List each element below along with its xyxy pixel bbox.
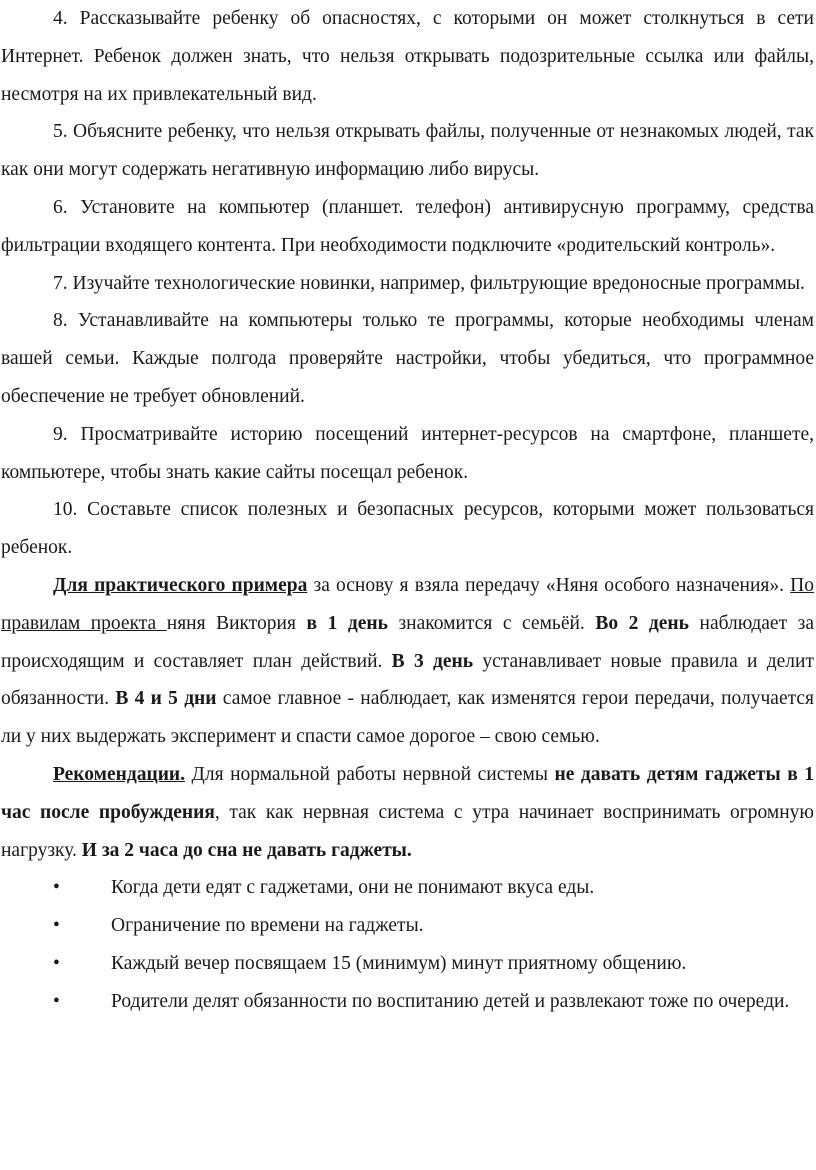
example-text-6: самое главное - наблюдает, как изменятся герои передачи, получается ли у них выдержать эксперимент и спасти самое дорогое – свою семью. bbox=[1, 688, 814, 748]
example-text-2: няня Виктория bbox=[166, 612, 307, 634]
day-2-label: Во 2 день bbox=[595, 612, 689, 634]
paragraph-item-9: 9. Просматривайте историю посещений интернет-ресурсов на смартфоне, планшете, компьютере, чтобы знать какие сайты посещал ребенок. bbox=[1, 423, 814, 483]
paragraph-item-4: 4. Рассказывайте ребенку об опасностях, с которыми он может столкнуться в сети Интернет. Ребенок должен знать, что нельзя открывать подозрительные ссылка или файлы, несмотря на их привлекательный вид. bbox=[1, 8, 814, 105]
example-text-4: наблюдает за происходящим и составляет план действий. bbox=[1, 612, 815, 672]
project-rules-text: По правилам проекта bbox=[1, 574, 814, 634]
list-item bbox=[1, 869, 814, 907]
example-text-3: знакомится с семьёй. bbox=[387, 612, 596, 634]
paragraph-item-6: 6. Установите на компьютер (планшет. телефон) антивирусную программу, средства фильтрации входящего контента. При необходимости подключите «родительский контроль». bbox=[1, 196, 814, 256]
example-text-1: за основу я взяла передачу «Няня особого назначения». bbox=[307, 574, 791, 596]
recommendations-paragraph bbox=[1, 756, 814, 869]
practical-example-heading: Для практического примера bbox=[53, 574, 308, 596]
list-item-text: Ограничение по времени на гаджеты. bbox=[111, 915, 424, 937]
recommendations-bold-1: не давать детям гаджеты в 1 час после пробуждения bbox=[1, 763, 815, 823]
recommendations-heading: Рекомендации. bbox=[53, 763, 186, 785]
list-item-text: Родители делят обязанности по воспитанию детей и развлекают тоже по очереди. bbox=[111, 990, 790, 1012]
list-item-text: Когда дети едят с гаджетами, они не понимают вкуса еды. bbox=[111, 877, 595, 899]
day-3-label: В 3 день bbox=[391, 650, 474, 672]
list-item bbox=[1, 945, 814, 983]
paragraph-item-7: 7. Изучайте технологические новинки, например, фильтрующие вредоносные программы. bbox=[53, 272, 805, 294]
recommendations-text-2: , так как нервная система с утра начинает воспринимать огромную нагрузку. bbox=[1, 801, 814, 861]
recommendations-text-1: Для нормальной работы нервной системы bbox=[185, 763, 555, 785]
day-4-5-label: В 4 и 5 дни bbox=[115, 688, 217, 710]
paragraph-item-10: 10. Составьте список полезных и безопасных ресурсов, которыми может пользоваться ребенок. bbox=[1, 499, 814, 559]
recommendations-bold-2: И за 2 часа до сна не давать гаджеты. bbox=[81, 839, 412, 861]
list-item-text: Каждый вечер посвящаем 15 (минимум) минут приятному общению. bbox=[111, 952, 687, 974]
example-text-5: устанавливает новые правила и делит обязанности. bbox=[1, 650, 814, 710]
practical-example-paragraph bbox=[1, 567, 814, 756]
bullet-icon: • bbox=[53, 952, 60, 974]
paragraph-item-8: 8. Устанавливайте на компьютеры только те программы, которые необходимы членам вашей семьи. Каждые полгода проверяйте настройки, чтобы убедиться, что программное обеспечение не требует обновлений. bbox=[1, 310, 814, 407]
paragraph-item-5: 5. Объясните ребенку, что нельзя открывать файлы, полученные от незнакомых людей, так как они могут содержать негативную информацию либо вирусы. bbox=[1, 121, 814, 181]
bullet-icon: • bbox=[53, 990, 60, 1012]
bullet-icon: • bbox=[53, 877, 60, 899]
bullet-icon: • bbox=[53, 915, 60, 937]
list-item bbox=[1, 907, 814, 945]
day-1-label: в 1 день bbox=[306, 612, 388, 634]
list-item bbox=[1, 983, 814, 1021]
